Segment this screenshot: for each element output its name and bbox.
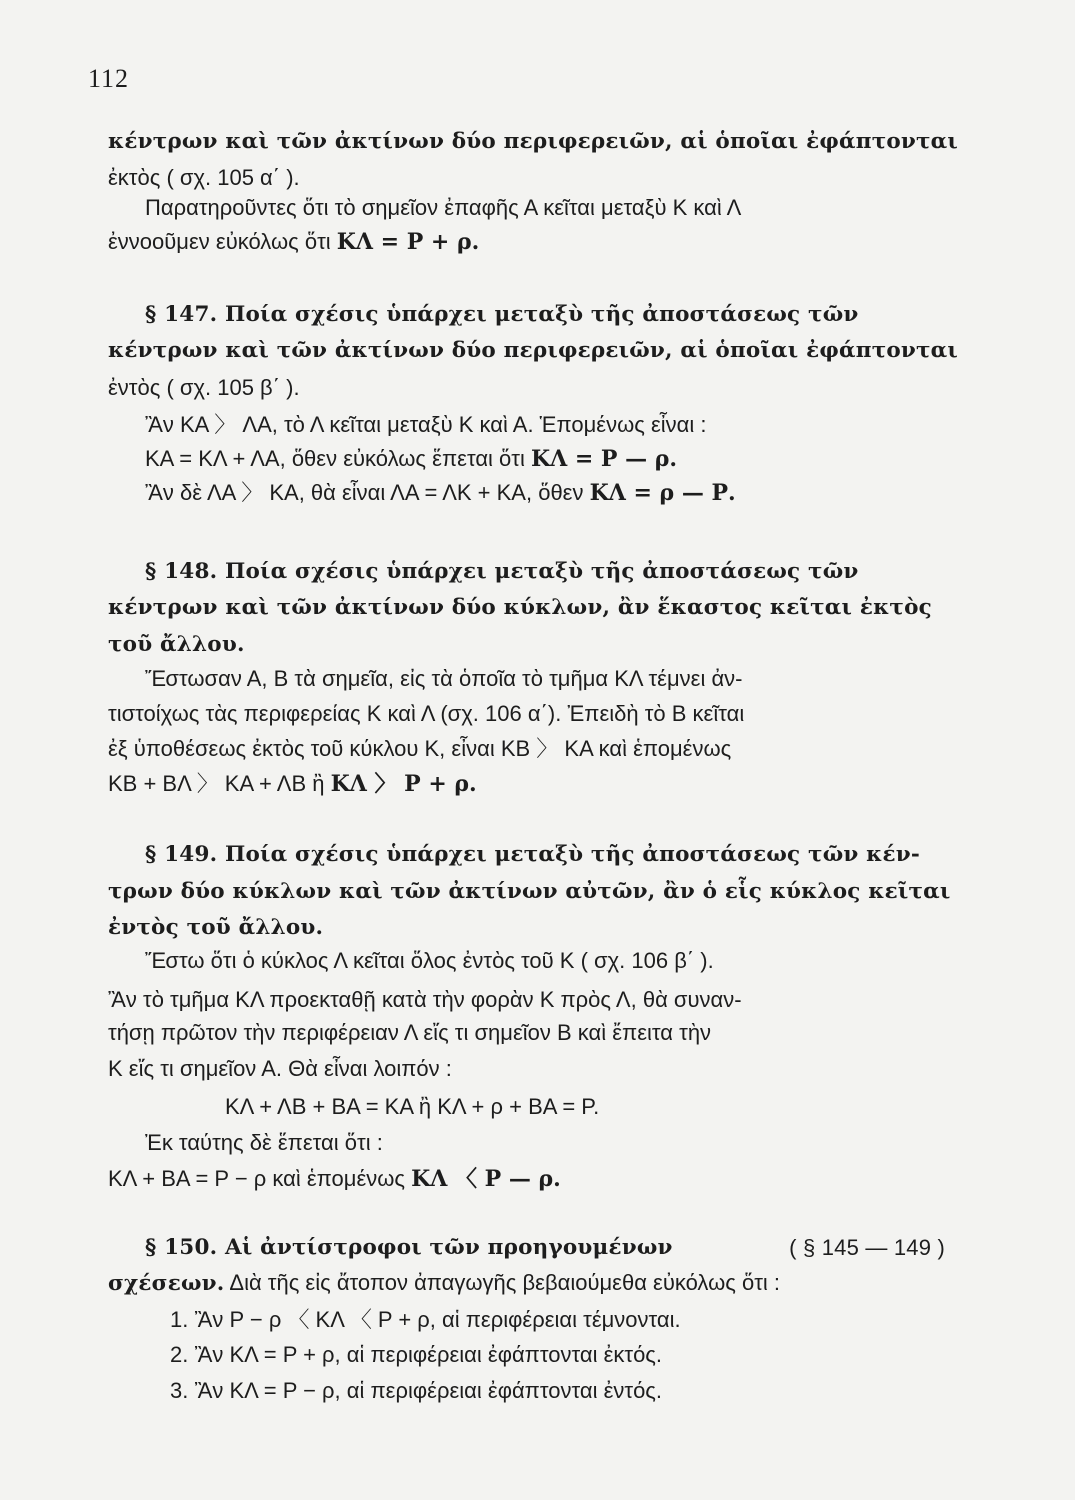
text-line: τιστοίχως τὰς περιφερείας Κ καὶ Λ (σχ. 106 α΄). Ἐπειδὴ τὸ Β κεῖται xyxy=(108,701,745,726)
list-item: 3. Ἂν ΚΛ = Ρ − ρ, αἱ περιφέρειαι ἐφάπτονται ἐντός. xyxy=(170,1378,663,1403)
text-line: Ἐκ ταύτης δὲ ἕπεται ὅτι : xyxy=(145,1130,383,1155)
text-line: Ἂν τὸ τμῆμα ΚΛ προεκταθῇ κατὰ τὴν φορὰν Κ πρὸς Λ, θὰ συναν- xyxy=(108,987,742,1012)
text-line: τήσῃ πρῶτον τὴν περιφέρειαν Λ εἴς τι σημεῖον Β καὶ ἔπειτα τὴν xyxy=(108,1020,712,1045)
text-line: Κ εἴς τι σημεῖον Α. Θὰ εἶναι λοιπόν : xyxy=(108,1056,452,1081)
heading-text: Ποία σχέσις ὑπάρχει μεταξὺ τῆς ἀποστάσεως τῶν xyxy=(224,302,859,327)
formula: ΚΛ = Ρ — ρ. xyxy=(530,446,678,472)
section-reference: ( § 145 — 149 ) xyxy=(789,1235,945,1260)
list-item: 1. Ἂν Ρ − ρ 〈 ΚΛ 〈 Ρ + ρ, αἱ περιφέρειαι τέμνονται. xyxy=(170,1307,681,1332)
text-line: τοῦ ἄλλου. xyxy=(108,632,245,657)
text-line xyxy=(108,1268,948,1299)
section-number: § 150. xyxy=(145,1235,218,1260)
section-149-heading xyxy=(145,840,985,870)
text-line: ἐντὸς τοῦ ἄλλου. xyxy=(108,915,324,940)
list-item: 2. Ἂν ΚΛ = Ρ + ρ, αἱ περιφέρειαι ἐφάπτονται ἐκτός. xyxy=(170,1342,663,1367)
text-line xyxy=(108,769,948,799)
text-line: κέντρων καὶ τῶν ἀκτίνων δύο κύκλων, ἂν ἕκαστος κεῖται ἐκτὸς xyxy=(108,595,932,620)
section-number: § 149. xyxy=(145,842,218,867)
text-span: ΚΒ + ΒΛ 〉 ΚΑ + ΛΒ ἢ xyxy=(108,771,331,796)
section-number: § 148. xyxy=(145,559,218,584)
text-line: τρων δύο κύκλων καὶ τῶν ἀκτίνων αὐτῶν, ἂν ὁ εἷς κύκλος κεῖται xyxy=(108,879,951,904)
equation-line: ΚΛ + ΛΒ + ΒΑ = ΚΑ ἢ ΚΛ + ρ + ΒΑ = Ρ. xyxy=(225,1094,600,1119)
formula: ΚΛ 〈 Ρ — ρ. xyxy=(411,1166,561,1192)
text-line: Ἂν ΚΑ 〉 ΛΑ, τὸ Λ κεῖται μεταξὺ Κ καὶ Α. Ἑπομένως εἶναι : xyxy=(145,412,707,437)
text-span: ΚΑ = ΚΛ + ΛΑ, ὅθεν εὐκόλως ἕπεται ὅτι xyxy=(145,446,531,471)
section-150-heading xyxy=(145,1233,945,1263)
text-line xyxy=(108,1164,948,1194)
heading-text: Αἱ ἀντίστροφοι τῶν προηγουμένων xyxy=(224,1235,673,1260)
heading-text: σχέσεων. xyxy=(108,1271,225,1296)
text-line: κέντρων καὶ τῶν ἀκτίνων δύο περιφερειῶν, αἱ ὁποῖαι ἐφάπτονται xyxy=(108,338,959,363)
text-span: Διὰ τῆς εἰς ἄτοπον ἀπαγωγῆς βεβαιούμεθα εὐκόλως ὅτι : xyxy=(224,1270,781,1295)
text-line: ἐξ ὑποθέσεως ἐκτὸς τοῦ κύκλου Κ, εἶναι ΚΒ 〉 ΚΑ καὶ ἑπομένως xyxy=(108,736,732,761)
section-number: § 147. xyxy=(145,302,218,327)
text-span: ἐννοοῦμεν εὐκόλως ὅτι xyxy=(108,229,337,254)
text-span: ΚΛ + ΒΑ = Ρ − ρ καὶ ἑπομένως xyxy=(108,1166,412,1191)
text-line: ἐκτὸς ( σχ. 105 α΄ ). xyxy=(108,165,300,190)
text-line: Ἔστω ὅτι ὁ κύκλος Λ κεῖται ὅλος ἐντὸς τοῦ Κ ( σχ. 106 β΄ ). xyxy=(145,948,714,973)
section-147-heading xyxy=(145,300,985,330)
text-line: Ἔστωσαν Α, Β τὰ σημεῖα, εἰς τὰ ὁποῖα τὸ τμῆμα ΚΛ τέμνει ἀν- xyxy=(145,666,743,691)
heading-left xyxy=(145,1233,673,1263)
heading-text: Ποία σχέσις ὑπάρχει μεταξὺ τῆς ἀποστάσεως τῶν xyxy=(224,559,859,584)
text-span: Ἂν δὲ ΛΑ 〉 ΚΑ, θὰ εἶναι ΛΑ = ΛΚ + ΚΑ, ὅθεν xyxy=(145,480,590,505)
formula: ΚΛ = ρ — Ρ. xyxy=(589,480,736,506)
heading-text: Ποία σχέσις ὑπάρχει μεταξὺ τῆς ἀποστάσεως τῶν κέν- xyxy=(224,842,921,867)
section-148-heading xyxy=(145,557,985,587)
text-line: ἐντὸς ( σχ. 105 β΄ ). xyxy=(108,375,300,400)
formula: ΚΛ 〉 Ρ + ρ. xyxy=(330,771,477,797)
text-line: κέντρων καὶ τῶν ἀκτίνων δύο περιφερειῶν, αἱ ὁποῖαι ἐφάπτονται xyxy=(108,129,959,154)
text-line xyxy=(108,227,948,257)
text-line xyxy=(145,444,985,474)
text-line: Παρατηροῦντες ὅτι τὸ σημεῖον ἐπαφῆς Α κεῖται μεταξὺ Κ καὶ Λ xyxy=(145,195,742,220)
formula: ΚΛ = Ρ + ρ. xyxy=(336,229,480,255)
page-number: 112 xyxy=(88,64,130,93)
text-line xyxy=(145,478,985,508)
